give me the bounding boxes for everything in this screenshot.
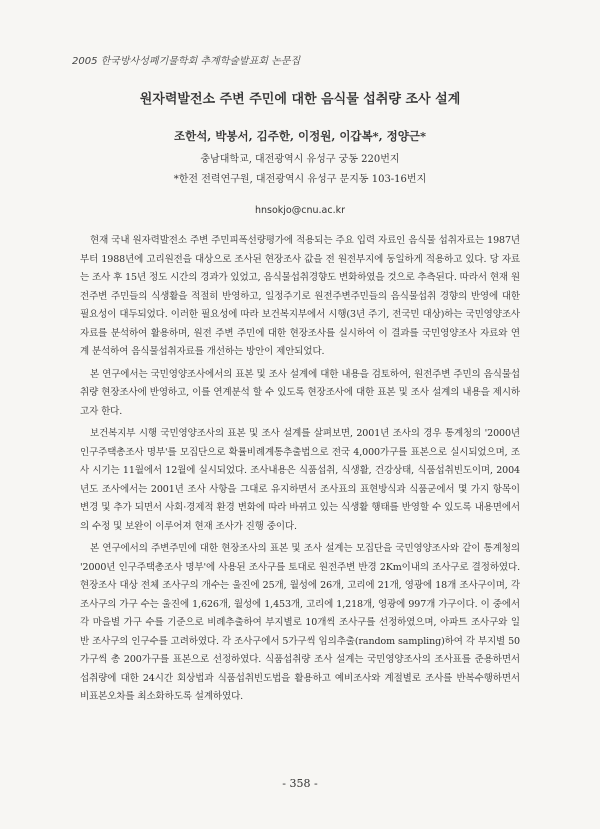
paragraph-2: 본 연구에서는 국민영양조사에서의 표본 및 조사 설계에 대한 내용을 검토하여, 원전주변 주민의 음식물섭취량 현장조사에 반영하고, 이를 연계분석 할 수 있도록 현장조사에 대한 표본 및 조사 설계의 내용을 제시하고자 한다. [80, 368, 520, 417]
paper-title: 원자력발전소 주변 주민에 대한 음식물 섭취량 조사 설계 [139, 92, 461, 107]
affiliation-1: 충남대학교, 대전광역시 유성구 궁동 220번지 [200, 154, 400, 165]
paragraph-4: 본 연구에서의 주변주민에 대한 현장조사의 표본 및 조사 설계는 모집단을 국민영양조사와 같이 통계청의 '2000년 인구주택총조사 명부'에 사용된 조사구를 토대로 원전주변 반경 2Km이내의 조사구로 결정하였다. 현장조사 대상 전체 조사구의 개수는 울진에 25개, 월성에 26개, 고리에 21개, 영광에 18개 조사구이며, 각 조사구의 가구 수는 울진에 1,626개, 월성에 1,453개, 고리에 1,218개, 영광에 997개 가구이다. 이 중에서 각 마을별 가구 수를 기준으로 비례추출하여 부지별로 10개씩 조사구를 선정하였으며, 아파트 조사구와 일반 조사구의 인구수를 고려하였다. 각 조사구에서 5가구씩 임의추출(random sampling)하여 각 부지별 50가구씩 총 200가구를 표본으로 선정하였다. 식품섭취량 조사 설계는 국민영양조사의 조사표를 준용하면서 섭취량에 대한 24시간 회상법과 식품섭취빈도법을 활용하고 예비조사와 계절별로 조사를 반복수행하면서 비표본오차를 최소화하도록 설계하였다. [80, 543, 520, 702]
paragraph-1: 현재 국내 원자력발전소 주변 주민피폭선량평가에 적용되는 주요 입력 자료인 음식물 섭취자료는 1987년부터 1988년에 고리원전을 대상으로 조사된 현장조사 값을 전 원전부지에 동일하게 적용하고 있다. 당 자료는 조사 후 15년 정도 시간의 경과가 있었고, 음식물섭취경향도 변화하였을 것으로 추측된다. 따라서 현재 원전주변 주민들의 식생활을 적절히 반영하고, 일정주기로 원전주변주민들의 음식물섭취 경향의 반영에 대한 필요성이 대두되었다. 이러한 필요성에 따라 보건복지부에서 시행(3년 주기, 전국민 대상)하는 국민영양조사 자료를 분석하여 활용하며, 원전 주변 주민에 대한 현장조사를 실시하여 이 결과를 국민영양조사 자료와 연계 분석하여 음식물섭취자료를 개선하는 방안이 제안되었다. [80, 235, 520, 357]
page-number: - 358 - [282, 777, 318, 790]
abstract-body [80, 232, 520, 711]
paragraph-3: 보건복지부 시행 국민영양조사의 표본 및 조사 설계를 살펴보면, 2001년 조사의 경우 통계청의 '2000년 인구주택총조사 명부'를 모집단으로 확률비례계통추출법으로 전국 4,000가구를 표본으로 실시되었으며, 조사 시기는 11월에서 12월에 실시되었다. 조사내용은 식품섭취, 식생활, 건강상태, 식품섭취빈도이며, 2004년도 조사에서는 2001년 조사 사항을 그대로 유지하면서 조사표의 표현방식과 식품군에서 몇 가지 항목이 변경 및 추가 되면서 사회·경제적 환경 변화에 따라 바뀌고 있는 식생활 행태를 반영할 수 있도록 내용면에서의 수정 및 보완이 이루어져 현재 조사가 진행 중이다. [80, 428, 520, 532]
proceedings-header: 2005 한국방사성폐기물학회 추계학술발표회 논문집 [72, 56, 301, 67]
author-list: 조한석, 박봉서, 김주한, 이정원, 이갑복*, 정양근* [173, 129, 427, 143]
contact-email: hnsokjo@cnu.ac.kr [254, 205, 345, 216]
affiliation-2: *한전 전력연구원, 대전광역시 유성구 문지동 103-16번지 [173, 174, 427, 185]
